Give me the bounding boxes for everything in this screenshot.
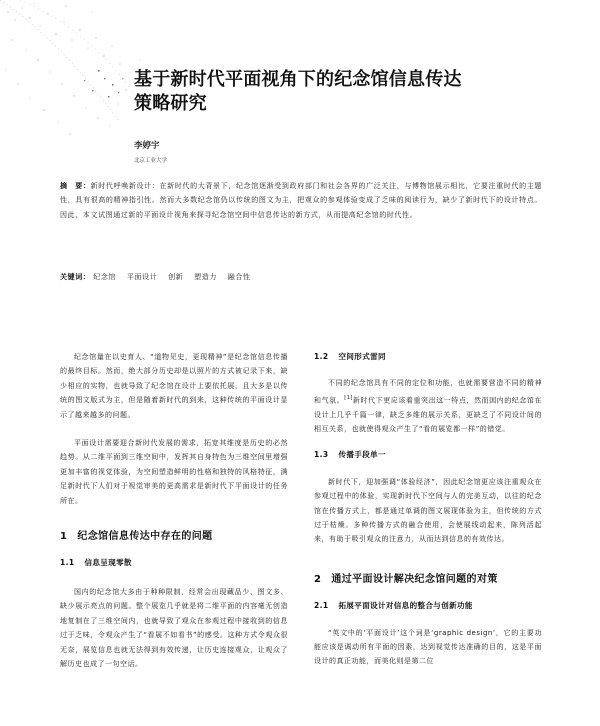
paragraph-text-b: 新时代下更应该着重突出这一特点，然而国内的纪念馆在设计上几乎千篇一律，缺乏多维的展示关系，更缺乏了不同设计间的相互关系，也就使得观众产生了“看的展览都一样”的错觉。 [314,396,543,433]
subsection-number: 1.2 [314,352,329,361]
section-number: 2 [314,573,322,585]
right-column [314,350,542,669]
section-heading-1 [60,530,288,544]
author-affiliation: 北京工业大学 [134,158,168,164]
intro-paragraph-2: 平面设计需要迎合新时代发展的需求，拓宽其维度是历史的必然趋势。从二维平面到三维空间中，发挥其自身特色为三维空间里增强更加丰富的视觉体验，为空间塑造鲜明的性格和独特的风格特征，满足新时代下人们对于视觉审美的更高需求是新时代下平面设计的任务所在。 [60,439,288,505]
author-name: 李婷宇 [134,141,160,151]
keyword-item: 平面设计 [126,273,158,281]
abstract-label: 摘 要： [60,182,91,190]
subsection-number: 1.3 [314,450,329,460]
intro-paragraph-1: 纪念馆量在以史育人、“道物见史，更现精神”是纪念馆信息传播的最终目标。然而，绝大部分历史却是以照片的方式被记录下来，缺少相应的实物，也就导致了纪念馆在设计上要依托展，且大多是以传统的图文版式为主，但是随着新时代的到来，这种传统的平面设计显示了越来越多的问题。 [60,353,288,419]
abstract-block [60,179,542,222]
title-line-1: 基于新时代平面视角下的纪念馆信息传达 [134,69,462,90]
paper-title [134,68,554,116]
subsection-title: 传播手段单一 [338,450,386,460]
section-heading-2 [314,573,542,587]
subsection-heading-1-1 [60,556,288,570]
title-line-2: 策略研究 [134,93,207,114]
section-title: 通过平面设计解决纪念馆问题的对策 [331,573,498,585]
body-paragraph-1-1: 国内的纪念馆大多由于种种限制，经常会出现藏品少、图文多、缺少展示亮点的问题。整个展览几乎就是将二维平面的内容毫无创造地复制在了三维空间内，也就导致了观众在参观过程中接收到的信息过于乏味，令观众产生了“看展不如看书”的感受。这种方式令观众很无奈，展览信息也就无法得到有效传递，让历史连接观众，让观众了解历史也成了一句空话。 [60,587,288,668]
keyword-item: 塑造力 [194,273,217,281]
subsection-title: 信息呈现零散 [84,558,132,568]
keywords-label: 关键词： [60,273,91,281]
keyword-item: 纪念馆 [93,273,117,281]
body-paragraph-1-2 [314,376,542,436]
subsection-heading-1-3 [314,448,542,462]
subsection-title: 拓展平面设计对信息的整合与创新功能 [338,601,473,611]
body-paragraph-1-3: 新时代下，迎加强调“体验经济”，因此纪念馆更应该注重观众在参观过程中的体验，实现新时代下空间与人的完美互动，以往的纪念馆在传播方式上，都是通过单调的图文展现体验为主，但传统的方式过于枯燥。多种传播方式的融合使用，会使展线动起来，陈列活起来，有助于吸引观众的注意力，从而达到信息的有效传达。 [314,477,542,544]
subsection-title: 空间形式雷同 [338,352,386,361]
section-number: 1 [60,531,68,543]
abstract-text: 新时代呼唤新设计：在新时代的大背景下，纪念馆逐渐受到政府部门和社会各界的广泛关注，与博物馆展示相比，它要注重时代的主题性，具有很高的精神指引性。然而大多数纪念馆仍以传统的图文为主，把观众的参观体验变成了乏味的阅读行为，缺少了新时代下的设计特点。因此，本文试图通过新的平面设计视角来探寻纪念馆空间中信息传达的新方式，从而提高纪念馆的时代性。 [60,182,542,219]
keywords-block [60,272,540,282]
keyword-item: 创新 [168,273,184,281]
body-paragraph-2-1: “英文中的‘平面设计’这个词是‘graphic design’，它的主要功能应该是调动所有平面的因素，达到视觉传达准确的目的，这是平面设计的真正功能，而美化则是第二位 [314,628,542,666]
section-title: 纪念馆信息传达中存在的问题 [77,531,213,543]
subsection-heading-1-2 [314,350,542,364]
citation-ref: [1] [344,394,353,401]
subsection-number: 1.1 [60,558,75,568]
subsection-heading-2-1 [314,599,542,613]
left-column [60,350,288,671]
keyword-item: 融合性 [227,273,251,281]
paragraph-text-a: 不同的纪念馆具有不同的定位和功能，也就需要营造不同的精神和气氛。 [314,379,542,405]
subsection-number: 2.1 [314,601,329,611]
